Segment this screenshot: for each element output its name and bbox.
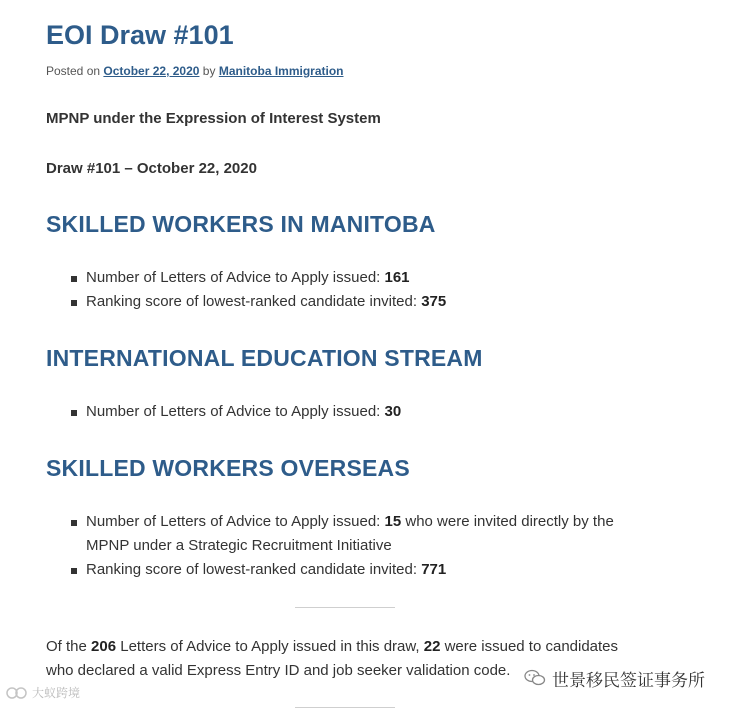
section-title-skilled-workers-overseas: SKILLED WORKERS OVERSEAS [46,455,410,481]
list-item [70,290,630,314]
summary-text: Of the [46,638,92,655]
section-title-international-education: INTERNATIONAL EDUCATION STREAM [46,345,483,371]
list-item-label: Ranking score of lowest-ranked candidate invited: [86,561,422,578]
section-list-international-education [70,400,630,424]
list-item [70,510,630,558]
list-item-value: 30 [384,403,402,420]
list-item-value: 15 [384,513,402,530]
summary-text: were issued to candidates who declared a valid Express Entry ID and job seeker validation code. [46,638,619,679]
list-item-value: 375 [421,293,447,310]
list-item [70,558,630,582]
summary-count: 22 [423,638,441,655]
divider-bottom [295,707,395,708]
intro-system-line: MPNP under the Expression of Interest System [46,110,381,127]
list-item-value: 771 [421,561,447,578]
section-list-skilled-workers-overseas [70,510,630,582]
list-item-label: Number of Letters of Advice to Apply issued: [86,403,385,420]
wechat-icon [524,669,546,687]
by-label: by [202,64,216,78]
list-item-value: 161 [384,269,410,286]
watermark-right-text: 世景移民签证事务所 [552,670,705,690]
watermark-right [522,664,711,692]
post-author-link[interactable]: Manitoba Immigration [218,64,344,78]
section-title-skilled-workers-manitoba: SKILLED WORKERS IN MANITOBA [46,211,436,237]
list-item [70,400,630,424]
list-item-label: Number of Letters of Advice to Apply issued: [86,513,385,530]
post-title: EOI Draw #101 [46,20,234,50]
posted-on-label: Posted on [46,64,101,78]
watermark-left [6,684,80,701]
divider [295,607,395,608]
intro-draw-line: Draw #101 – October 22, 2020 [46,160,257,177]
summary-text: Letters of Advice to Apply issued in this draw, [116,638,424,655]
list-item [70,266,630,290]
list-item-label: Number of Letters of Advice to Apply issued: [86,269,385,286]
post-date-link[interactable]: October 22, 2020 [103,64,200,78]
section-list-skilled-workers-manitoba [70,266,630,314]
watermark-left-text: 大蚁跨境 [32,686,81,700]
post-meta [46,64,344,78]
list-item-suffix: who were invited directly by the MPNP under a Strategic Recruitment Initiative [86,513,614,554]
list-item-label: Ranking score of lowest-ranked candidate invited: [86,293,422,310]
watermark-logo-icon [6,686,28,700]
summary-total: 206 [91,638,117,655]
